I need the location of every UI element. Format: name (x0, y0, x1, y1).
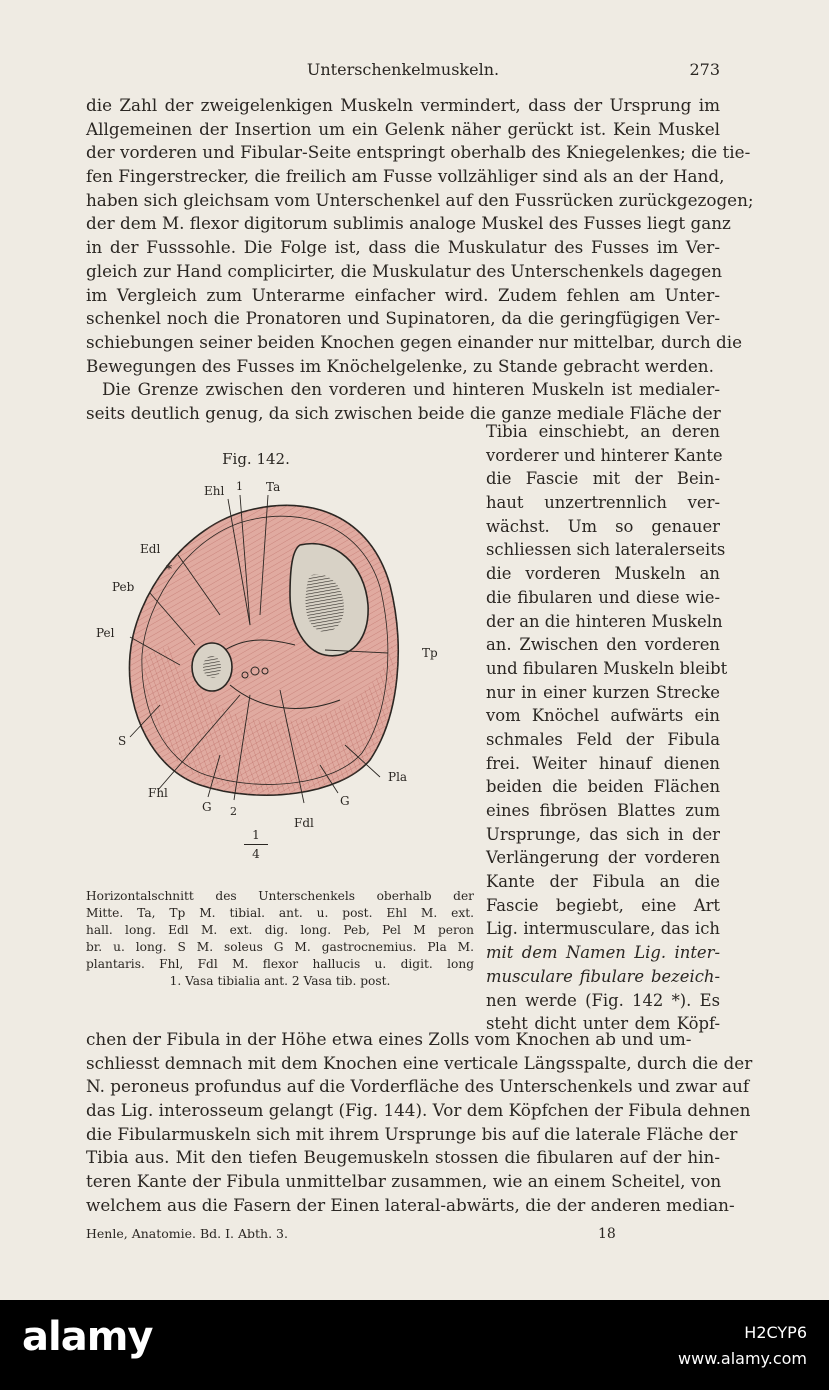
fig-label-pla: Pla (388, 770, 408, 784)
text-line: Die Grenze zwischen den vorderen und hinteren Muskeln ist medialer- (102, 379, 720, 400)
figure-cross-section (96, 475, 460, 818)
text-line: Lig. intermusculare, das ich (486, 919, 720, 939)
scale-numerator: 1 (252, 828, 260, 842)
caption-line: Mitte. Ta, Tp M. tibial. ant. u. post. Ehl M. ext. (86, 906, 474, 920)
text-line: schenkel noch die Pronatoren und Supinatoren, da die geringfügigen Ver- (86, 308, 720, 329)
site-url: www.alamy.com (678, 1349, 807, 1368)
text-line: wächst. Um so genauer (486, 516, 720, 536)
text-line: beiden die beiden Flächen (486, 777, 720, 797)
fig-label-tp: Tp (422, 646, 438, 660)
text-line: Fascie begiebt, eine Art (486, 895, 720, 915)
fig-label-s: S (118, 734, 127, 748)
text-line: mit dem Namen Lig. inter- (486, 943, 720, 963)
figure-label: Fig. 142. (222, 450, 290, 468)
page-number: 273 (689, 60, 720, 79)
text-line: haut unzertrennlich ver- (486, 493, 720, 513)
fibula-marrow (203, 656, 221, 678)
text-line: der an die hinteren Muskeln (486, 611, 723, 631)
fig-label-ehl: Ehl (204, 484, 225, 498)
text-line: schiebungen seiner beiden Knochen gegen einander nur mittelbar, durch die (86, 331, 743, 352)
printer-signature: Henle, Anatomie. Bd. I. Abth. 3. (86, 1226, 288, 1241)
fig-label-peb: Peb (112, 580, 135, 594)
text-line: seits deutlich genug, da sich zwischen beide die ganze mediale Fläche der (86, 402, 721, 423)
fig-label-2: 2 (230, 805, 237, 818)
body-text-top (86, 94, 754, 426)
fig-label-ta: Ta (266, 480, 281, 494)
alamy-logo: alamy (22, 1314, 153, 1360)
text-line: teren Kante der Fibula unmittelbar zusammen, wie an einem Scheitel, von (86, 1171, 722, 1192)
text-line: steht dicht unter dem Köpf- (486, 1014, 720, 1034)
running-header (86, 60, 720, 84)
text-line: die Zahl der zweigelenkigen Muskeln vermindert, dass der Ursprung im (86, 95, 720, 115)
text-line: Kante der Fibula an die (486, 872, 720, 892)
fig-label-1: 1 (236, 480, 243, 493)
text-line: Verlängerung der vorderen (486, 848, 720, 868)
text-line: nen werde (Fig. 142 *). Es (486, 990, 720, 1010)
text-line: Allgemeinen der Insertion um ein Gelenk näher gerückt ist. Kein Muskel (86, 118, 720, 139)
text-line: im Vergleich zum Unterarme einfacher wird. Zudem fehlen am Unter- (86, 284, 720, 305)
text-line: chen der Fibula in der Höhe etwa eines Zolls vom Knochen ab und um- (86, 1029, 692, 1049)
text-line: die fibularen und diese wie- (486, 587, 720, 607)
text-line: schmales Feld der Fibula (486, 729, 720, 749)
text-line: Tibia einschiebt, an deren (486, 422, 720, 441)
text-line: nur in einer kurzen Strecke (486, 682, 720, 702)
page-footer (86, 1226, 720, 1246)
figure-caption (86, 888, 474, 990)
text-line: Bewegungen des Fusses im Knöchelgelenke, zu Stande gebracht werden. (86, 355, 714, 376)
stock-info (678, 1320, 807, 1372)
caption-line: hall. long. Edl M. ext. dig. long. Peb, Pel M peron (86, 923, 474, 937)
scale-fraction (244, 828, 268, 861)
text-line: haben sich gleichsam vom Unterschenkel auf den Fussrücken zurückgezogen; (86, 189, 754, 210)
body-text-bottom (86, 1028, 753, 1218)
fig-label-edl: Edl (140, 542, 161, 556)
text-line: Ursprunge, das sich in der (486, 824, 720, 844)
text-line: frei. Weiter hinauf dienen (486, 753, 720, 773)
caption-line: 1. Vasa tibialia ant. 2 Vasa tib. post. (169, 974, 391, 988)
text-line: schliessen sich lateralerseits (486, 540, 726, 560)
image-id: H2CYP6 (744, 1323, 807, 1342)
fig-label-pel: Pel (96, 626, 115, 640)
caption-line: plantaris. Fhl, Fdl M. flexor hallucis u. digit. long (86, 957, 474, 971)
fig-label-g-left: G (202, 800, 212, 814)
text-line: der vorderen und Fibular-Seite entspringt oberhalb des Kniegelenkes; die tie- (86, 142, 751, 163)
text-line: vom Knöchel aufwärts ein (486, 706, 720, 726)
fig-label-fdl: Fdl (294, 816, 314, 830)
text-line: N. peroneus profundus auf die Vorderfläche des Unterschenkels und zwar auf (86, 1076, 750, 1097)
scale-denominator: 4 (252, 847, 260, 861)
caption-line: br. u. long. S M. soleus G M. gastrocnemius. Pla M. (86, 940, 474, 954)
fig-label-g-right: G (340, 794, 350, 808)
text-line: eines fibrösen Blattes zum (486, 801, 720, 820)
running-title: Unterschenkelmuskeln. (306, 60, 500, 79)
text-line: die vorderen Muskeln an (486, 564, 720, 584)
text-line: schliesst demnach mit dem Knochen eine verticale Längsspalte, durch die der (86, 1052, 753, 1073)
body-text-right-column (486, 420, 728, 1036)
text-line: an. Zwischen den vorderen (486, 635, 720, 655)
text-line: das Lig. interosseum gelangt (Fig. 144). Vor dem Köpfchen der Fibula dehnen (86, 1100, 751, 1121)
text-line: und fibularen Muskeln bleibt (486, 658, 728, 678)
text-line: Tibia aus. Mit den tiefen Beugemuskeln stossen die fibularen auf der hin- (86, 1147, 720, 1168)
scale-bar (244, 844, 268, 845)
text-line: die Fibularmuskeln sich mit ihrem Ursprunge bis auf die laterale Fläche der (86, 1123, 738, 1144)
text-line: musculare fibulare bezeich- (486, 966, 720, 986)
fig-label-fhl: Fhl (148, 786, 168, 800)
text-line: die Fascie mit der Bein- (486, 469, 720, 489)
caption-line: Horizontalschnitt des Unterschenkels oberhalb der (86, 889, 474, 903)
text-line: vorderer und hinterer Kante (486, 445, 723, 465)
sheet-number: 18 (598, 1226, 616, 1242)
text-line: fen Fingerstrecker, die freilich am Fusse vollzähliger sind als an der Hand, (86, 166, 725, 187)
stock-photo-bar (0, 1300, 829, 1390)
text-line: in der Fusssohle. Die Folge ist, dass die Muskulatur des Fusses im Ver- (86, 237, 720, 258)
text-line: der dem M. flexor digitorum sublimis analoge Muskel des Fusses liegt ganz (86, 213, 731, 234)
text-line: welchem aus die Fasern der Einen lateral-abwärts, die der anderen median- (86, 1194, 735, 1215)
text-line: gleich zur Hand complicirter, die Muskulatur des Unterschenkels dagegen (86, 260, 723, 281)
fig-label-star: * (166, 562, 172, 576)
